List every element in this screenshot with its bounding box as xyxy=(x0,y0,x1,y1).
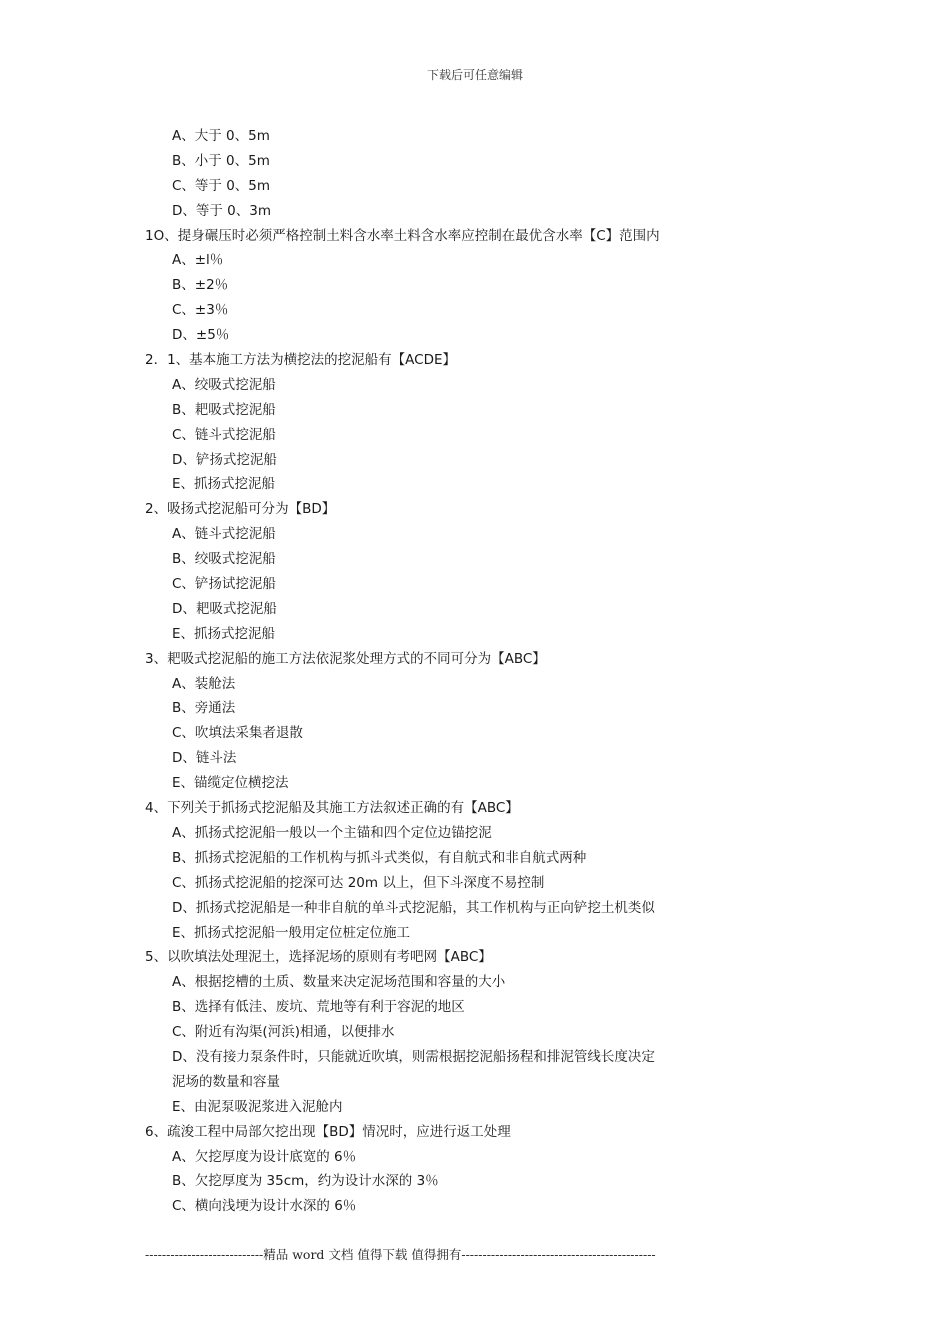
option-line: A、绞吸式挖泥船 xyxy=(172,376,276,393)
option-line: E、抓扬式挖泥船 xyxy=(172,476,276,493)
question-line: 5、以吹填法处理泥土，选择泥场的原则有考吧网【ABC】 xyxy=(145,949,492,966)
option-line: E、锚缆定位横挖法 xyxy=(172,775,289,792)
option-line: C、抓扬式挖泥船的挖深可达 20m 以上，但下斗深度不易控制 xyxy=(172,874,545,891)
option-line: D、±5％ xyxy=(172,327,230,344)
option-line: A、欠挖厚度为设计底宽的 6％ xyxy=(172,1148,357,1165)
option-line: C、铲扬试挖泥船 xyxy=(172,576,276,593)
option-line: B、绞吸式挖泥船 xyxy=(172,551,276,568)
option-line: A、大于 0、5m xyxy=(172,128,270,144)
option-line: B、选择有低洼、废坑、荒地等有利于容泥的地区 xyxy=(172,999,465,1016)
page-header: 下载后可任意编辑 xyxy=(426,68,523,82)
option-line: E、抓扬式挖泥船 xyxy=(172,625,276,642)
option-line: B、耙吸式挖泥船 xyxy=(172,401,276,418)
option-line: B、小于 0、5m xyxy=(172,152,270,169)
page-footer: ----------------------------精品 word 文档 值得下载 值得拥有---------------------------------------------- xyxy=(145,1247,656,1262)
option-line: B、旁通法 xyxy=(172,700,236,717)
option-line: D、等于 0、3m xyxy=(172,202,272,219)
option-line: A、±l％ xyxy=(172,252,224,269)
option-line: B、±2％ xyxy=(172,277,229,294)
option-line: D、抓扬式挖泥船是一种非自航的单斗式挖泥船，其工作机构与正向铲挖土机类似 xyxy=(172,899,655,916)
question-line: 6、疏浚工程中局部欠挖出现【BD】情况时，应进行返工处理 xyxy=(145,1123,511,1140)
option-line: C、等于 0、5m xyxy=(172,177,271,194)
option-line: D、铲扬式挖泥船 xyxy=(172,451,277,468)
option-line: B、欠挖厚度为 35cm，约为设计水深的 3％ xyxy=(172,1173,439,1190)
question-line: 1O、提身碾压时必须严格控制土料含水率土料含水率应控制在最优含水率【C】范围内 xyxy=(145,227,660,244)
option-line: C、横向浅埂为设计水深的 6％ xyxy=(172,1198,357,1215)
option-line: A、链斗式挖泥船 xyxy=(172,526,276,543)
document-body xyxy=(0,124,950,1219)
option-line: A、抓扬式挖泥船一般以一个主锚和四个定位边锚挖泥 xyxy=(172,824,492,841)
option-line: E、抓扬式挖泥船一般用定位桩定位施工 xyxy=(172,924,411,941)
option-line: D、链斗法 xyxy=(172,750,237,767)
option-line: D、没有接力泵条件时，只能就近吹填，则需根据挖泥船扬程和排泥管线长度决定 xyxy=(172,1048,655,1065)
option-line: C、吹填法采集者退散 xyxy=(172,725,303,742)
option-line: A、根据挖槽的土质、数量来决定泥场范围和容量的大小 xyxy=(172,974,506,991)
option-line: E、由泥泵吸泥浆进入泥舱内 xyxy=(172,1098,343,1115)
option-line: B、抓扬式挖泥船的工作机构与抓斗式类似，有自航式和非自航式两种 xyxy=(172,849,587,866)
question-line: 4、下列关于抓扬式挖泥船及其施工方法叙述正确的有【ABC】 xyxy=(145,800,519,817)
question-line: 2、吸扬式挖泥船可分为【BD】 xyxy=(145,501,336,518)
option-line: A、装舱法 xyxy=(172,675,236,692)
question-line: 3、耙吸式挖泥船的施工方法依泥浆处理方式的不同可分为【ABC】 xyxy=(145,650,546,667)
option-line: C、附近有沟渠(河浜)相通，以便排水 xyxy=(172,1024,395,1041)
option-line: C、链斗式挖泥船 xyxy=(172,426,276,443)
option-line: C、±3％ xyxy=(172,302,229,319)
question-line: 2．1、基本施工方法为横挖法的挖泥船有【ACDE】 xyxy=(145,352,457,369)
option-line: D、耙吸式挖泥船 xyxy=(172,600,277,617)
option-line: 泥场的数量和容量 xyxy=(172,1073,280,1090)
